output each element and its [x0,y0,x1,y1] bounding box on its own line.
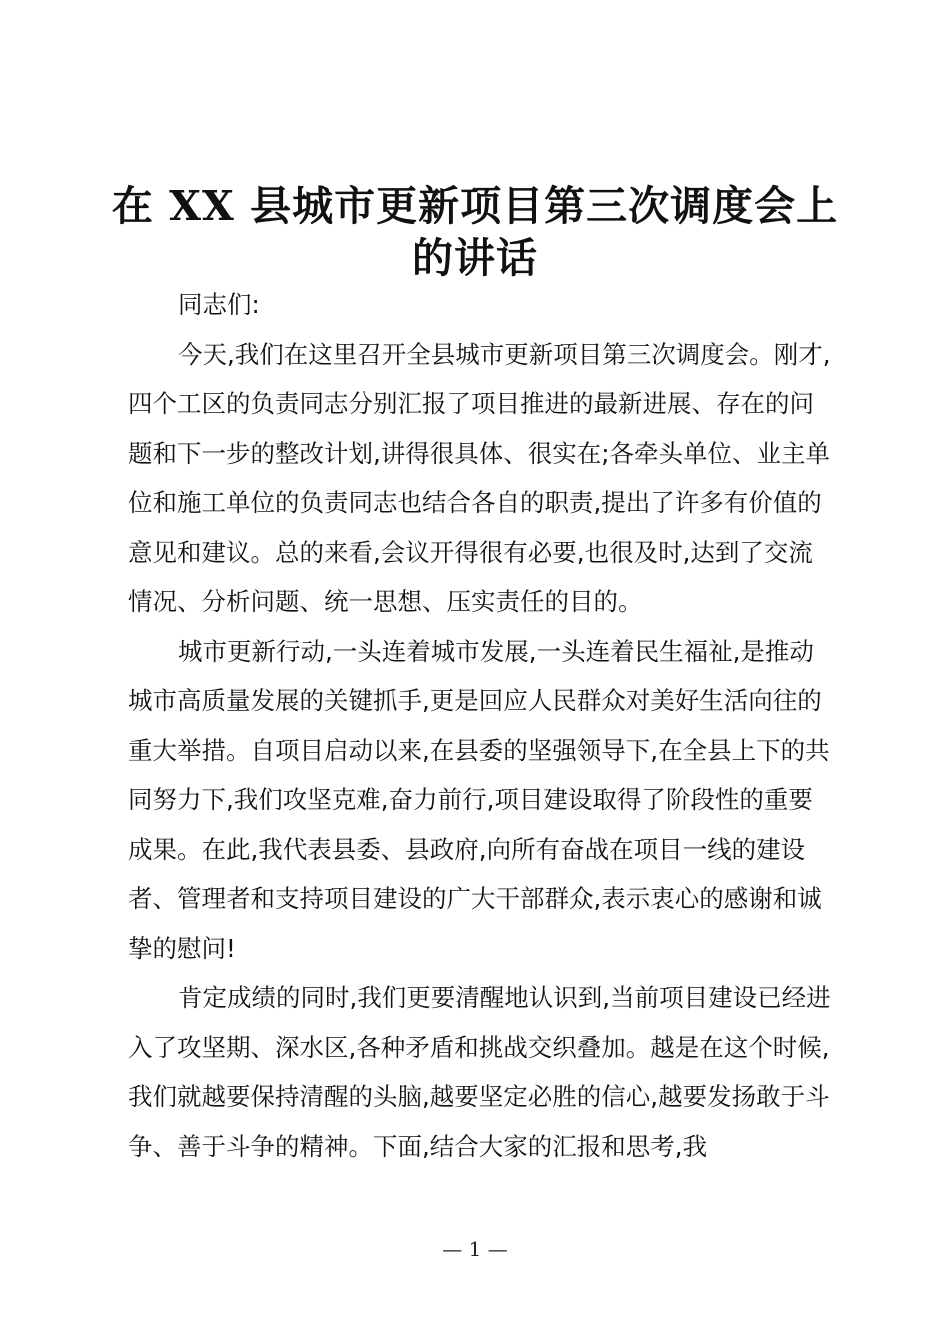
title-line-2: 的讲话 [412,234,538,282]
document-body [128,280,834,1171]
title-line-1: 在 XX 县城市更新项目第三次调度会上 [111,182,839,230]
paragraph-1: 今天,我们在这里召开全县城市更新项目第三次调度会。刚才,四个工区的负责同志分别汇报了项目推进的最新进展、存在的问题和下一步的整改计划,讲得很具体、很实在;各牵头单位、业主单位和施工单位的负责同志也结合各自的职责,提出了许多有价值的意见和建议。总的来看,会议开得很有必要,也很及时,达到了交流情况、分析问题、统一思想、压实责任的目的。 [128,339,831,616]
paragraph-2: 城市更新行动,一头连着城市发展,一头连着民生福祉,是推动城市高质量发展的关键抓手,更是回应人民群众对美好生活向往的重大举措。自项目启动以来,在县委的坚强领导下,在全县上下的共同努力下,我们攻坚克难,奋力前行,项目建设取得了阶段性的重要成果。在此,我代表县委、县政府,向所有奋战在项目一线的建设者、管理者和支持项目建设的广大干部群众,表示衷心的感谢和诚挚的慰问! [128,636,830,963]
page-number: — 1 — [442,1237,508,1261]
salutation: 同志们: [178,290,260,319]
document-title [100,180,850,284]
paragraph-3: 肯定成绩的同时,我们更要清醒地认识到,当前项目建设已经进入了攻坚期、深水区,各种矛盾和挑战交织叠加。越是在这个时候,我们就越要保持清醒的头脑,越要坚定必胜的信心,越要发扬敢于斗争、善于斗争的精神。下面,结合大家的汇报和思考,我 [128,983,831,1161]
